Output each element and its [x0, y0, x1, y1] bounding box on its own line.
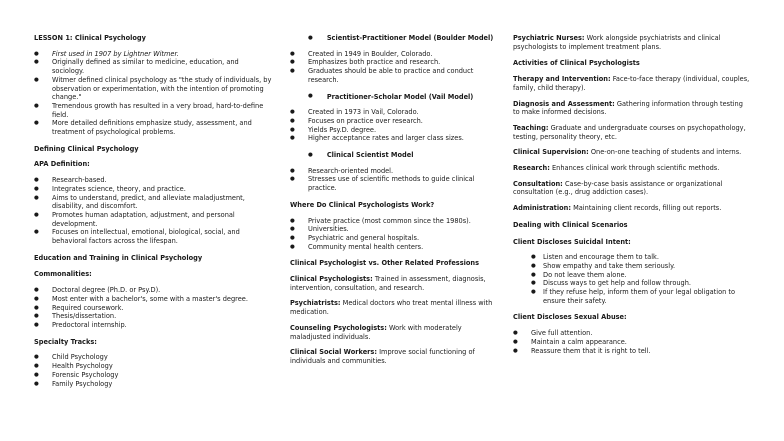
specialty-list	[34, 353, 272, 388]
list-item: ● First used in 1907 by Lightner Witmer.	[34, 50, 272, 59]
list-item: ● Doctoral degree (Ph.D. or Psy.D).	[34, 286, 272, 295]
list-item: ● Focuses on intellectual, emotional, biological, social, and behavioral factors across the lifespan.	[34, 228, 272, 245]
profession-paragraph: Clinical Psychologists: Trained in assessment, diagnosis, intervention, consultation, and research.	[290, 275, 486, 292]
activity-paragraph: Teaching: Graduate and undergraduate courses on psychopathology, testing, personality theory, etc.	[513, 123, 746, 141]
activity-paragraph: Consultation: Case-by-case basis assistance or organizational consultation (e.g., drug addiction cases).	[513, 179, 723, 197]
list-item: ● Listen and encourage them to talk.	[513, 253, 751, 262]
list-item: ● Thesis/dissertation.	[34, 312, 272, 321]
list-item: ● More detailed definitions emphasize study, assessment, and treatment of psychological problems.	[34, 119, 272, 136]
column-1	[34, 34, 272, 388]
list-item: ● Give full attention.	[513, 329, 751, 338]
list-item: ● Family Psychology	[34, 380, 272, 389]
column-2	[290, 34, 502, 373]
list-item: ● Predoctoral internship.	[34, 321, 272, 330]
activity-paragraph: Clinical Supervision: One-on-one teaching of students and interns.	[513, 148, 742, 157]
list-item: ● Research-oriented model.	[290, 167, 502, 176]
list-item: ● Do not leave them alone.	[513, 271, 751, 280]
abuse-list	[513, 329, 751, 355]
section-heading-where: Where Do Clinical Psychologists Work?	[290, 200, 435, 209]
profession-paragraph: Clinical Social Workers: Improve social functioning of individuals and communities.	[290, 348, 475, 365]
model-heading-clinical-scientist: ● Clinical Scientist Model	[308, 151, 414, 160]
section-heading-scenarios: Dealing with Clinical Scenarios	[513, 220, 628, 229]
list-item: ● Promotes human adaptation, adjustment, and personal development.	[34, 211, 272, 228]
list-item: ● Aims to understand, predict, and alleviate maladjustment, disability, and discomfort.	[34, 194, 272, 211]
section-heading-education: Education and Training in Clinical Psychology	[34, 253, 203, 262]
section-heading-activities: Activities of Clinical Psychologists	[513, 59, 640, 68]
list-item: ● Universities.	[290, 225, 502, 234]
list-item: ● Forensic Psychology	[34, 371, 272, 380]
clinical-scientist-list	[290, 167, 502, 193]
activity-paragraph: Administration: Maintaining client records, filling out reports.	[513, 204, 722, 213]
bullet-icon: ●	[308, 151, 313, 158]
list-item: ● Most enter with a bachelor's, some with a master's degree.	[34, 295, 272, 304]
list-item: ● Created in 1973 in Vail, Colorado.	[290, 108, 502, 117]
list-item: ● Yields Psy.D. degree.	[290, 126, 502, 135]
list-item: ● If they refuse help, inform them of your legal obligation to ensure their safety.	[513, 288, 751, 305]
apa-list	[34, 176, 272, 246]
subheading-suicidal: Client Discloses Suicidal Intent:	[513, 237, 631, 246]
column-3	[513, 34, 751, 355]
activity-paragraph: Therapy and Intervention: Face-to-face therapy (individual, couples, family, child therapy).	[513, 75, 750, 92]
scientist-practitioner-list	[290, 50, 502, 85]
list-item: ● Community mental health centers.	[290, 243, 502, 252]
profession-paragraph: Psychiatric Nurses: Work alongside psychiatrists and clinical psychologists to implement treatment plans.	[513, 34, 721, 51]
bullet-icon: ●	[308, 93, 313, 100]
list-item: ● Graduates should be able to practice and conduct research.	[290, 67, 502, 84]
practitioner-scholar-list	[290, 108, 502, 143]
list-item: ● Required coursework.	[34, 304, 272, 313]
suicidal-list	[513, 253, 751, 305]
list-item: ● Discuss ways to get help and follow through.	[513, 279, 751, 288]
where-list	[290, 217, 502, 252]
list-item: ● Private practice (most common since the 1980s).	[290, 217, 502, 226]
bullet-icon: ●	[308, 34, 313, 41]
list-item: ● Show empathy and take them seriously.	[513, 262, 751, 271]
model-heading-scientist-practitioner: ● Scientist-Practitioner Model (Boulder Model)	[308, 34, 494, 42]
subheading-abuse: Client Discloses Sexual Abuse:	[513, 313, 627, 322]
activity-paragraph: Research: Enhances clinical work through scientific methods.	[513, 164, 720, 173]
activity-paragraph: Diagnosis and Assessment: Gathering information through testing to make informed decisions.	[513, 99, 743, 117]
lesson-title: LESSON 1: Clinical Psychology	[34, 34, 146, 42]
profession-paragraph: Psychiatrists: Medical doctors who treat mental illness with medication.	[290, 299, 493, 317]
list-item: ● Research-based.	[34, 176, 272, 185]
list-item: ● Created in 1949 in Boulder, Colorado.	[290, 50, 502, 59]
section-heading-professions: Clinical Psychologist vs. Other Related Professions	[290, 259, 480, 268]
list-item: ● Stresses use of scientific methods to guide clinical practice.	[290, 175, 502, 192]
list-item: ● Maintain a calm appearance.	[513, 338, 751, 347]
list-item: ● Child Psychology	[34, 353, 272, 362]
list-item: ● Integrates science, theory, and practice.	[34, 185, 272, 194]
list-item: ● Originally defined as similar to medicine, education, and sociology.	[34, 58, 272, 75]
list-item: ● Witmer defined clinical psychology as "the study of individuals, by observation or experimentation, with the intention of promoting change."	[34, 76, 272, 102]
list-item: ● Psychiatric and general hospitals.	[290, 234, 502, 243]
subheading-apa: APA Definition:	[34, 160, 90, 169]
list-item: ● Reassure them that it is right to tell.	[513, 347, 751, 356]
subheading-specialty: Specialty Tracks:	[34, 337, 97, 346]
list-item: ● Emphasizes both practice and research.	[290, 58, 502, 67]
list-item: ● Focuses on practice over research.	[290, 117, 502, 126]
commonalities-list	[34, 286, 272, 330]
list-item: ● Tremendous growth has resulted in a very broad, hard-to-define field.	[34, 102, 272, 119]
intro-list	[34, 50, 272, 137]
model-heading-practitioner-scholar: ● Practitioner-Scholar Model (Vail Model)	[308, 92, 474, 101]
list-item: ● Health Psychology	[34, 362, 272, 371]
subheading-commonalities: Commonalities:	[34, 270, 92, 279]
section-heading-defining: Defining Clinical Psychology	[34, 144, 139, 153]
profession-paragraph: Counseling Psychologists: Work with moderately maladjusted individuals.	[290, 323, 462, 341]
list-item: ● Higher acceptance rates and larger class sizes.	[290, 134, 502, 143]
